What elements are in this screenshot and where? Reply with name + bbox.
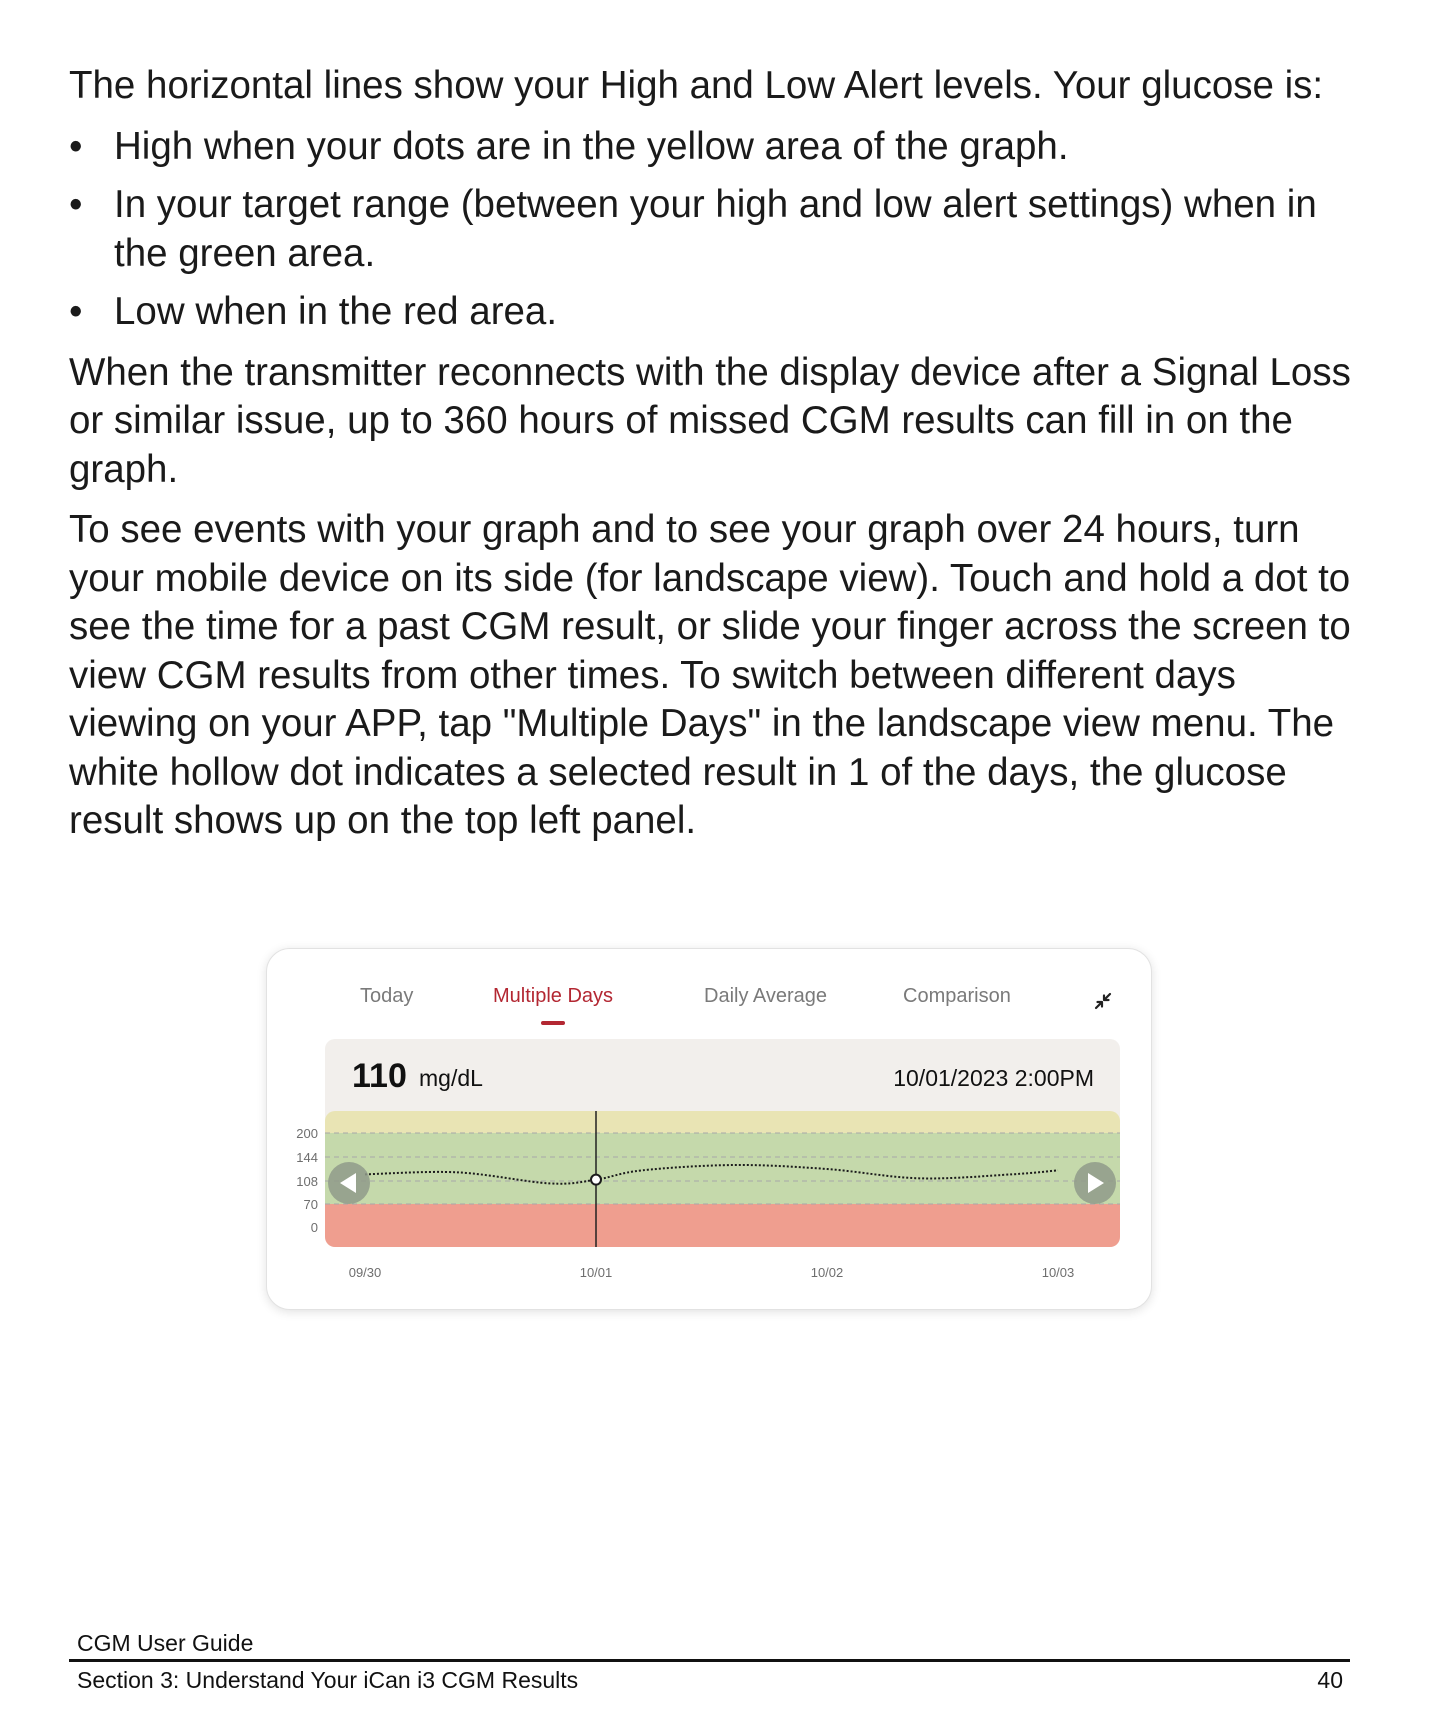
- tab-comparison[interactable]: Comparison: [903, 985, 1011, 1007]
- list-item: [69, 123, 1369, 172]
- tab-daily-average[interactable]: Daily Average: [704, 985, 828, 1007]
- landscape-view-paragraph: To see events with your graph and to see your graph over 24 hours, turn your mobile device on its side (for landscape view). Touch and hold a dot to see the time for a past CGM result, or slide your finger across the screen to view CGM results from other times. To switch between different days viewing on your APP, tap "Multiple Days" in the landscape view menu. The white hollow dot indicates a selected result in 1 of the days, the glucose result shows up on the top left panel.: [69, 508, 1351, 842]
- target-zone: [325, 1133, 1120, 1204]
- footer-guide-title: CGM User Guide: [77, 1630, 254, 1656]
- bullet-text: In your target range (between your high and low alert settings) when in the green area.: [114, 183, 1317, 275]
- next-day-arrow-icon[interactable]: [1074, 1162, 1116, 1204]
- plot-zones: [325, 1111, 1120, 1247]
- high-zone: [325, 1111, 1120, 1133]
- page-body: [69, 62, 1369, 858]
- list-item: [69, 181, 1369, 278]
- x-tick-label: 10/01: [579, 1265, 613, 1280]
- tab-today[interactable]: Today: [360, 985, 414, 1007]
- x-tick-label: 10/02: [810, 1265, 844, 1280]
- footer-divider: [69, 1659, 1350, 1662]
- list-item: [69, 288, 1369, 337]
- low-zone: [325, 1204, 1120, 1247]
- glucose-chart[interactable]: [267, 949, 1151, 1309]
- bullet-text: Low when in the red area.: [114, 290, 558, 333]
- glucose-value: 110: [352, 1057, 407, 1095]
- y-tick-label: 108: [296, 1174, 318, 1189]
- selected-result-dot: [591, 1175, 601, 1185]
- y-tick-label: 0: [310, 1220, 318, 1235]
- reading-datetime: 10/01/2023 2:00PM: [893, 1065, 1094, 1091]
- y-tick-label: 144: [296, 1150, 318, 1165]
- bullet-mark: •: [69, 124, 83, 168]
- bullet-text: High when your dots are in the yellow area of the graph.: [114, 124, 1069, 168]
- glucose-zone-list: [69, 123, 1369, 337]
- x-tick-label: 09/30: [348, 1265, 382, 1280]
- footer-section-title: Section 3: Understand Your iCan i3 CGM Results: [77, 1667, 579, 1693]
- intro-paragraph: The horizontal lines show your High and Low Alert levels. Your glucose is:: [69, 64, 1324, 107]
- bullet-mark: •: [69, 290, 83, 333]
- y-tick-label: 200: [296, 1126, 318, 1141]
- bullet-mark: •: [69, 183, 83, 226]
- previous-day-arrow-icon[interactable]: [328, 1162, 370, 1204]
- x-tick-label: 10/03: [1041, 1265, 1075, 1280]
- glucose-unit: mg/dL: [419, 1065, 483, 1091]
- y-tick-label: 70: [303, 1197, 318, 1212]
- reconnect-paragraph: When the transmitter reconnects with the display device after a Signal Loss or similar issue, up to 360 hours of missed CGM results can fill in on the graph.: [69, 350, 1351, 491]
- app-graph-card: [266, 948, 1152, 1310]
- page-number: 40: [1317, 1667, 1343, 1693]
- tab-multiple-days[interactable]: Multiple Days: [493, 985, 614, 1007]
